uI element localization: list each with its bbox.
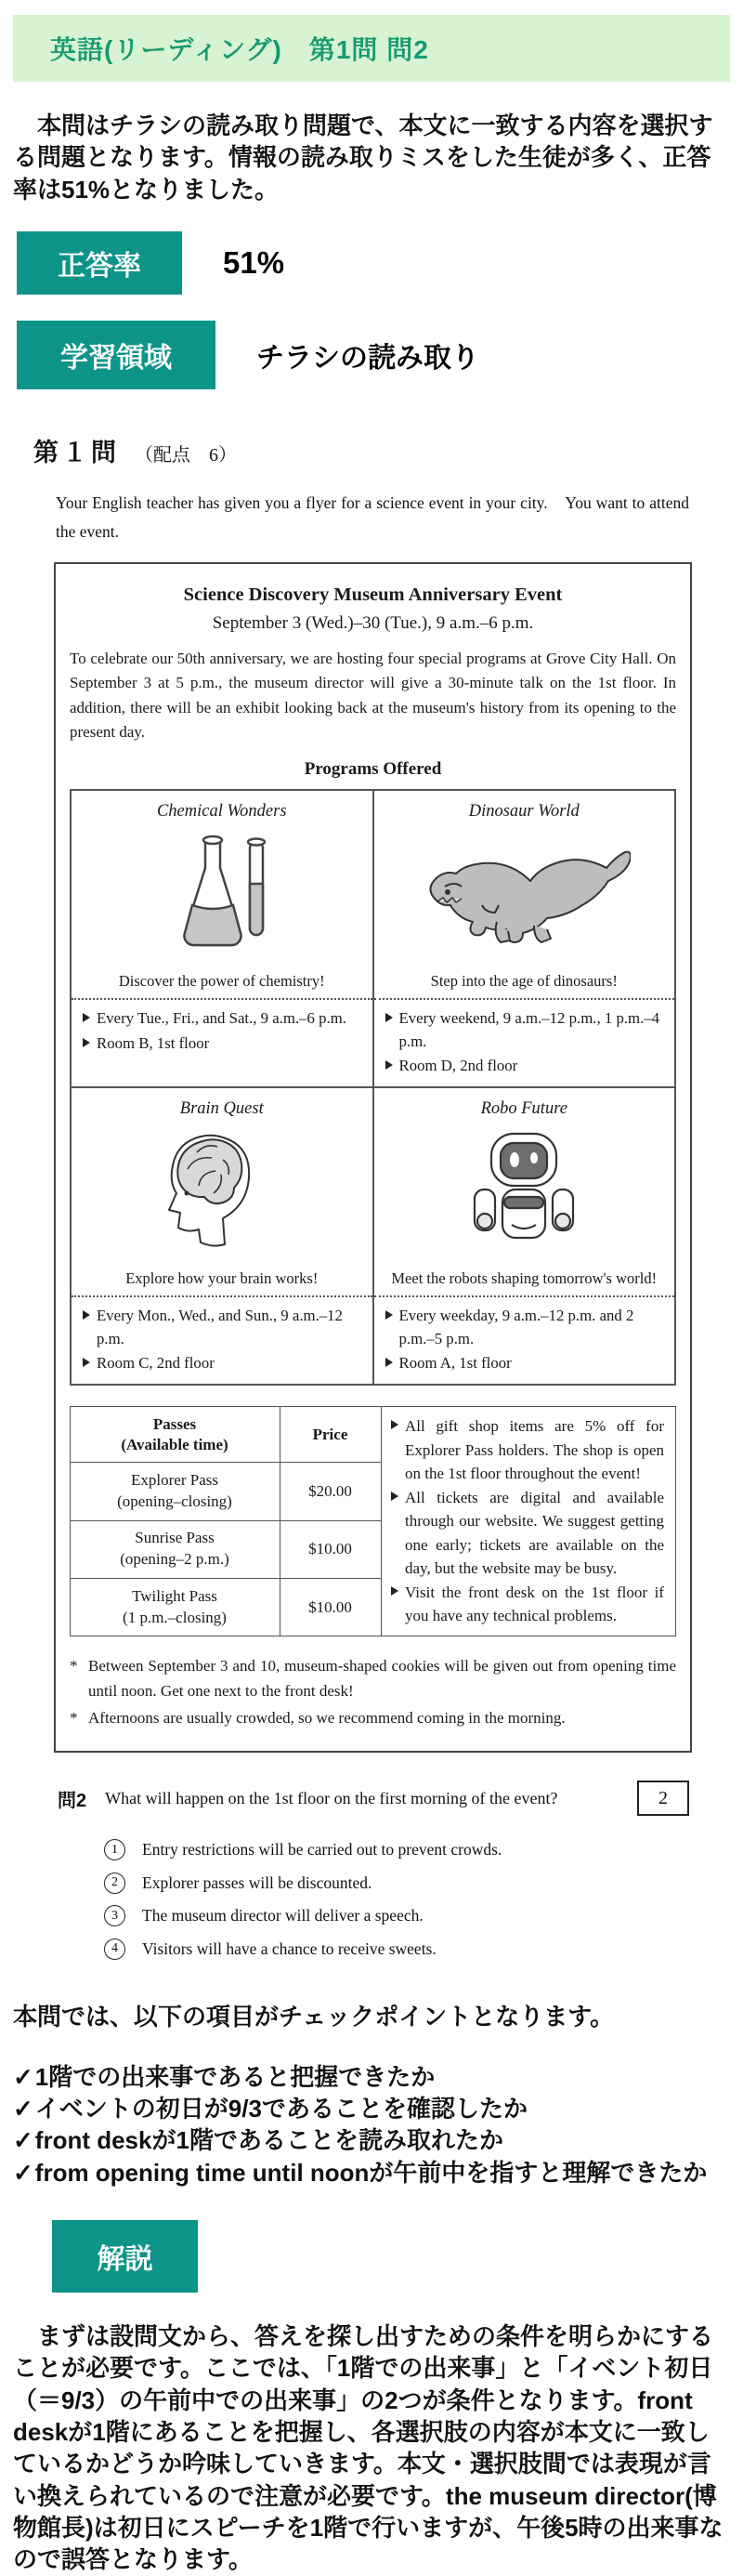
situation-text: Your English teacher has given you a flyer for a science event in your city. You want to attend the event. [56, 493, 689, 542]
bullet-triangle-icon [83, 1310, 90, 1320]
flyer-description: To celebrate our 50th anniversary, we are hosting four special programs at Grove City Hall. On September 3 at 5 p.m., the museum director will give a 30-minute talk on the 1st floor. In addition, there will be an exhibit looking back at the museum's history from its opening to the present day. [70, 649, 676, 741]
choice-3 [104, 1904, 743, 1927]
schedule-line: Every weekend, 9 a.m.–12 p.m., 1 p.m.–4 p.m. [398, 1009, 660, 1050]
check-icon: ✓ [13, 2126, 33, 2155]
choice-4 [104, 1938, 743, 1961]
page [0, 15, 743, 2576]
rate-row [17, 231, 743, 295]
choice-1 [104, 1838, 743, 1861]
checkpoint-item [13, 2093, 730, 2124]
dotted-divider [374, 998, 675, 1000]
schedule-line: Room C, 2nd floor [97, 1354, 215, 1373]
circled-number-icon: 2 [104, 1873, 125, 1894]
circled-number-icon: 3 [104, 1905, 125, 1926]
dotted-divider [72, 1295, 372, 1297]
program-name: Chemical Wonders [156, 802, 287, 821]
circled-number-icon: 4 [104, 1939, 125, 1960]
program-caption: Meet the robots shaping tomorrow's world! [391, 1269, 658, 1288]
question-points: （配点 6） [135, 444, 237, 466]
question2-label: 問2 [58, 1790, 87, 1811]
pass-name: Twilight Pass [132, 1586, 217, 1605]
flyer-title: Science Discovery Museum Anniversary Event [183, 584, 563, 605]
brain-icon [81, 1124, 363, 1266]
choice-2 [104, 1872, 743, 1895]
flyer-footnotes [70, 1653, 676, 1731]
asterisk-icon: * [70, 1656, 78, 1675]
choices-list [104, 1838, 743, 1960]
schedule-line: Every weekday, 9 a.m.–12 p.m. and 2 p.m.–5 p.m. [398, 1307, 634, 1347]
pass-price-cell: $10.00 [280, 1579, 381, 1636]
checkpoints-list [13, 2061, 730, 2188]
schedule-line: Every Mon., Wed., and Sun., 9 a.m.–12 p.m. [97, 1307, 343, 1347]
area-row [17, 321, 743, 389]
bullet-triangle-icon [83, 1358, 90, 1367]
intro-paragraph: 本問はチラシの読み取り問題で、本文に一致する内容を選択する問題となります。情報の読み取りミスをした生徒が多く、正答率は51%となりました。 [13, 112, 713, 204]
schedule-line: Room D, 2nd floor [398, 1057, 518, 1074]
program-caption: Step into the age of dinosaurs! [430, 972, 618, 991]
rate-value: 51% [223, 244, 285, 280]
pass-notes [380, 1407, 675, 1636]
bullet-triangle-icon [391, 1586, 398, 1596]
check-icon: ✓ [13, 2062, 33, 2091]
program-schedule [81, 1305, 363, 1374]
question-number: 第１問 [33, 438, 120, 467]
pass-name: Sunrise Pass [135, 1529, 215, 1547]
pass-price-cell: $10.00 [280, 1520, 381, 1578]
question2-text: What will happen on the 1st floor on the first morning of the event? [105, 1788, 558, 1807]
pass-name: Explorer Pass [131, 1471, 218, 1490]
footnote-text: Afternoons are usually crowded, so we recommend coming in the morning. [88, 1709, 566, 1728]
rate-label-badge: 正答率 [17, 231, 182, 295]
dinosaur-icon [384, 827, 666, 968]
pass-name-cell [70, 1579, 280, 1636]
bullet-triangle-icon [391, 1420, 398, 1429]
pass-price-cell: $20.00 [280, 1463, 381, 1520]
dotted-divider [72, 998, 372, 1000]
price-header-cell: Price [280, 1406, 381, 1463]
passes-header-cell [70, 1406, 280, 1463]
passes-table [70, 1406, 382, 1637]
check-icon: ✓ [13, 2095, 33, 2123]
robot-icon [384, 1124, 666, 1266]
page-title: 英語(リーディング) 第1問 問2 [50, 35, 429, 64]
pass-time: (opening–2 p.m.) [120, 1550, 229, 1569]
answer-number-box: 2 [637, 1781, 689, 1816]
area-value: チラシの読み取り [256, 342, 479, 374]
asterisk-icon: * [70, 1709, 78, 1728]
page-header [13, 15, 730, 82]
program-schedule [384, 1305, 666, 1374]
question-section-header [33, 432, 743, 468]
checkpoint-text: 1階での出来事であると把握できたか [34, 2062, 436, 2091]
table-row [70, 1579, 381, 1636]
pass-note-text: All gift shop items are 5% off for Explorer Pass holders. The shop is open on the 1st floor throughout the event! [405, 1417, 664, 1483]
footnote-text: Between September 3 and 10, museum-shaped cookies will be given out from opening time until noon. Get one next to the front desk! [88, 1656, 676, 1701]
pass-note-text: All tickets are digital and available through our website. We suggest getting one early; tickets are available on the day, but the website may be busy. [405, 1488, 664, 1578]
bullet-triangle-icon [385, 1358, 393, 1367]
bullet-triangle-icon [385, 1060, 393, 1070]
program-cell-chemical-wonders [71, 790, 373, 1087]
bullet-triangle-icon [391, 1492, 398, 1501]
checkpoint-text: from opening time until noonが午前中を指すと理解できたか [34, 2158, 708, 2187]
program-schedule [81, 1007, 363, 1055]
pass-note-text: Visit the front desk on the 1st floor if you have any technical problems. [405, 1583, 664, 1625]
bullet-triangle-icon [83, 1038, 90, 1047]
checkpoint-text: イベントの初日が9/3であることを確認したか [34, 2095, 528, 2123]
area-label-badge: 学習領域 [17, 321, 215, 389]
choice-text: Explorer passes will be discounted. [142, 1873, 372, 1892]
checkpoint-item [13, 2061, 730, 2093]
checkpoint-item [13, 2157, 730, 2188]
program-name: Brain Quest [179, 1099, 264, 1119]
program-cell-robo-future [373, 1087, 676, 1385]
programs-heading: Programs Offered [304, 759, 442, 780]
dotted-divider [374, 1295, 675, 1297]
table-row [70, 1463, 381, 1520]
passes-header-line1: Passes [152, 1414, 197, 1433]
bullet-triangle-icon [385, 1013, 393, 1022]
programs-table [70, 789, 676, 1386]
checkpoint-text: front deskが1階であることを読み取れたか [34, 2126, 503, 2155]
program-cell-dinosaur-world [373, 790, 676, 1087]
program-name: Dinosaur World [468, 802, 580, 821]
circled-number-icon: 1 [104, 1839, 125, 1860]
flask-icon [81, 827, 363, 968]
checkpoints-heading: 本問では、以下の項目がチェックポイントとなります。 [13, 2003, 615, 2031]
explanation-label-badge: 解説 [52, 2220, 198, 2293]
choice-text: Visitors will have a chance to receive sweets. [142, 1939, 437, 1958]
question2-row [58, 1781, 689, 1816]
pass-name-cell [70, 1520, 280, 1578]
choice-text: The museum director will deliver a speech. [142, 1906, 424, 1925]
schedule-line: Room A, 1st floor [398, 1354, 512, 1373]
program-caption: Explore how your brain works! [125, 1269, 319, 1288]
program-name: Robo Future [480, 1099, 567, 1119]
explanation-body: まずは設問文から、答えを探し出すための条件を明らかにすることが必要です。ここでは、「1階での出来事」と「イベント初日（＝9/3）の午前中での出来事」の2つが条件となります。front deskが1階にあることを把握し、各選択肢の内容が本文に一致しているかどうか吟味していきます。本文・選択肢間では表現が言い換えられているので注意が必要です。the museum director(博物館長)は初日にスピーチを1階で行いますが、午後5時の出来事なので誤答となります。 [13, 2322, 723, 2574]
pass-time: (1 p.m.–closing) [123, 1608, 227, 1626]
pass-name-cell [70, 1463, 280, 1520]
flyer-dates: September 3 (Wed.)–30 (Tue.), 9 a.m.–6 p.m. [212, 612, 534, 633]
table-row [70, 1520, 381, 1578]
program-schedule [384, 1007, 666, 1077]
bullet-triangle-icon [385, 1310, 393, 1320]
passes-section [70, 1406, 676, 1636]
check-icon: ✓ [13, 2158, 33, 2187]
flyer [54, 562, 692, 1754]
choice-text: Entry restrictions will be carried out to prevent crowds. [142, 1840, 502, 1860]
schedule-line: Room B, 1st floor [97, 1033, 210, 1052]
bullet-triangle-icon [83, 1013, 90, 1022]
program-cell-brain-quest [71, 1087, 373, 1385]
pass-time: (opening–closing) [117, 1492, 232, 1511]
checkpoint-item [13, 2124, 730, 2156]
passes-header-line2: (Available time) [121, 1435, 228, 1453]
schedule-line: Every Tue., Fri., and Sat., 9 a.m.–6 p.m. [97, 1009, 346, 1028]
program-caption: Discover the power of chemistry! [118, 972, 325, 991]
